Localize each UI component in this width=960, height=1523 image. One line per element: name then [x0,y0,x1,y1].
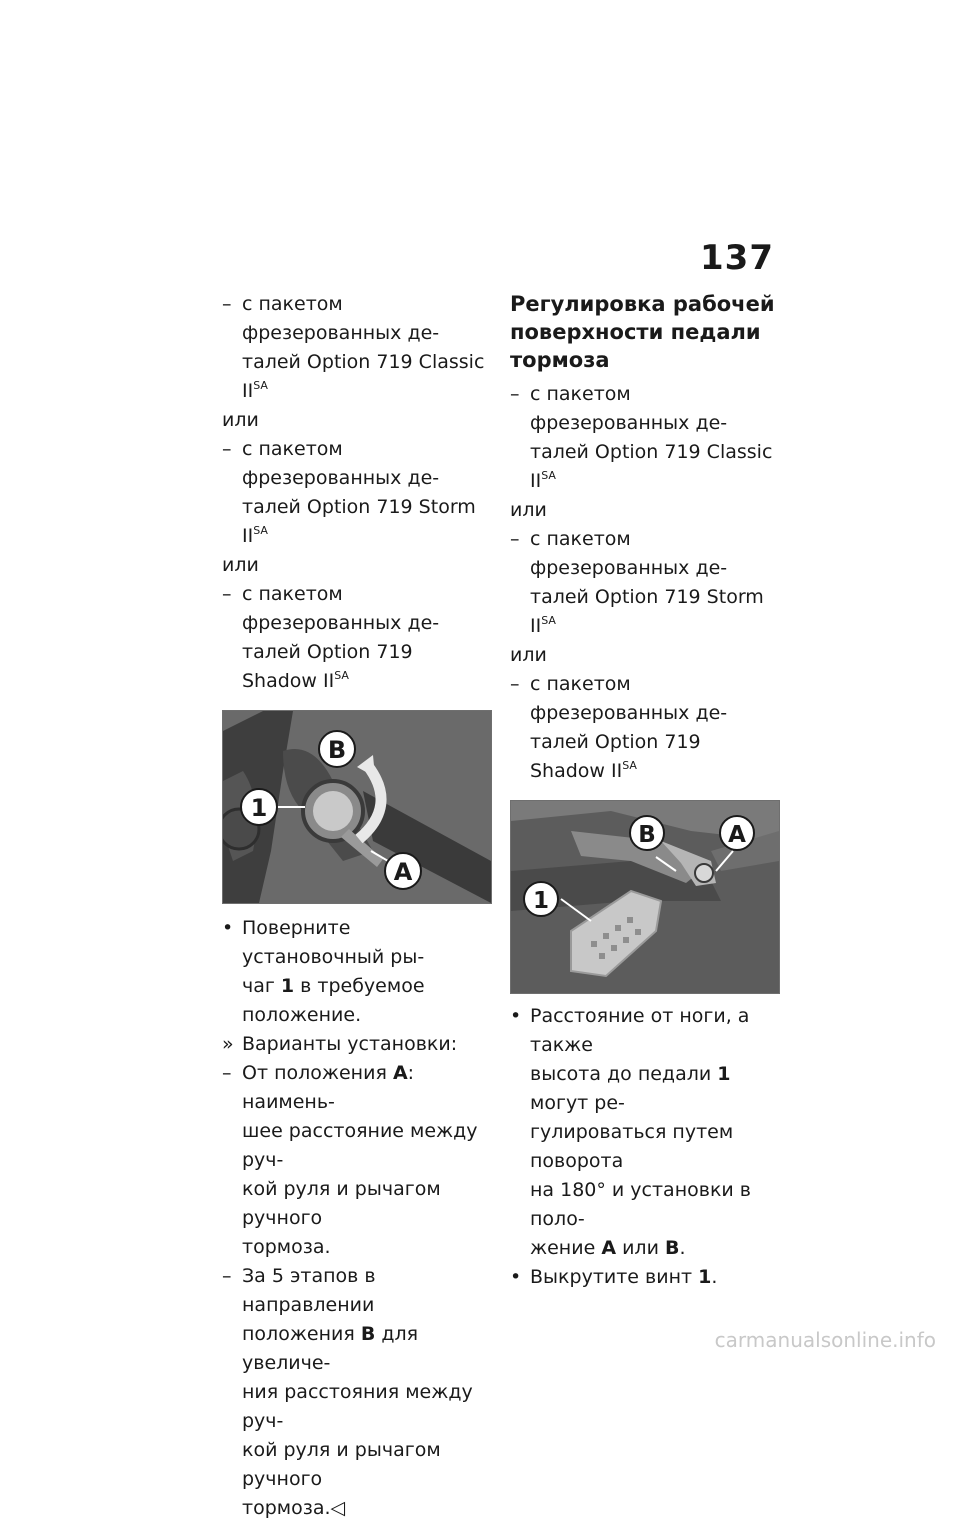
step-text: положения [242,1323,361,1345]
heading-line: поверхности педали [510,320,761,344]
or-label: или [222,409,259,431]
result-mark: » [222,1033,234,1055]
ref-bold: 1 [280,975,295,997]
dash-mark: – [510,673,520,695]
variant-position-b [222,1262,492,1523]
dash-mark: – [222,583,232,605]
dash-mark: – [510,383,520,405]
sa-superscript: SA [541,469,556,482]
option-line: талей Option 719 Classic II [530,441,773,492]
brake-lever-figure [222,710,492,904]
dash-mark: – [222,1062,232,1084]
option-shadow [510,670,780,786]
sa-superscript: SA [253,379,268,392]
step-line: гулироваться путем поворота [530,1121,734,1172]
step-line: Поверните установочный ры- [242,917,425,968]
step-line: За 5 этапов в направлении [242,1265,376,1316]
sa-superscript: SA [253,524,268,537]
option-classic [222,290,492,406]
or-label: или [510,499,547,521]
watermark-footer: carmanualsonline.info [714,1328,936,1352]
option-line: талей Option 719 Storm II [530,586,764,637]
step-line: кой руля и рычагом ручного [242,1439,441,1490]
option-line: талей Option 719 Classic II [242,351,485,402]
option-shadow [222,580,492,696]
brake-lever-illustration [223,711,491,903]
ref-bold: B [664,1237,680,1259]
option-line: талей Option 719 Storm II [242,496,476,547]
step-text: или [616,1237,665,1259]
dash-mark: – [222,438,232,460]
step-text: тормоза. [242,1497,331,1519]
heading-line: тормоза [510,348,610,372]
variant-position-a [222,1059,492,1262]
step-text: . [679,1237,686,1259]
option-line: с пакетом фрезерованных де- [530,383,728,434]
bullet-mark: • [510,1005,522,1027]
option-line: с пакетом фрезерованных де- [242,293,440,344]
option-classic [510,380,780,496]
step-text: жение [530,1237,602,1259]
option-line: с пакетом фрезерованных де- [530,673,728,724]
or-label: или [510,644,547,666]
label-a: A [393,858,413,886]
ref-bold: 1 [698,1266,712,1288]
step-text: чаг [242,975,281,997]
page-number: 137 [700,238,774,278]
variants-heading [222,1030,492,1059]
step-text: : наимень- [242,1062,415,1113]
step-distance [510,1002,780,1263]
step-turn-lever [222,914,492,1030]
dash-mark: – [222,293,232,315]
step-text: От положения [242,1062,393,1084]
step-text: могут ре- [530,1092,625,1114]
step-line: шее расстояние между руч- [242,1120,478,1171]
option-line: с пакетом фрезерованных де- [242,583,440,634]
step-text: для увеличе- [242,1323,419,1374]
ref-bold: A [601,1237,617,1259]
step-line: Расстояние от ноги, а также [530,1005,750,1056]
step-text: высота до педали [530,1063,718,1085]
label-b: B [327,736,347,764]
option-storm [222,435,492,551]
section-heading [510,290,780,374]
ref-bold: 1 [717,1063,731,1085]
brake-pedal-figure [510,800,780,994]
step-line: тормоза. [242,1236,331,1258]
dash-mark: – [510,528,520,550]
step-text: Выкрутите винт [530,1266,699,1288]
sa-superscript: SA [622,759,637,772]
step-line: ния расстояния между руч- [242,1381,473,1432]
brake-pedal-illustration [511,801,779,993]
step-line: кой руля и рычагом ручного [242,1178,441,1229]
end-marker-icon: ◁ [330,1497,346,1519]
option-line: талей Option 719 Shadow II [530,731,701,782]
bullet-mark: • [510,1266,522,1288]
option-line: талей Option 719 Shadow II [242,641,413,692]
bullet-mark: • [222,917,234,939]
or-label: или [222,554,259,576]
step-unscrew [510,1263,780,1292]
option-line: с пакетом фрезерованных де- [530,528,728,579]
step-text: . [711,1266,718,1288]
label-one: 1 [532,888,550,914]
sa-superscript: SA [541,614,556,627]
left-column [222,290,492,1523]
right-column [510,290,780,1292]
step-line: Варианты установки: [242,1033,458,1055]
label-b: B [638,822,656,848]
label-a: A [728,822,746,848]
label-one: 1 [250,794,268,822]
dash-mark: – [222,1265,232,1287]
option-line: с пакетом фрезерованных де- [242,438,440,489]
heading-line: Регулировка рабочей [510,292,775,316]
step-line: на 180° и установки в поло- [530,1179,752,1230]
sa-superscript: SA [334,669,349,682]
step-text: в требуемое положение. [242,975,425,1026]
ref-bold: A [392,1062,408,1084]
option-storm [510,525,780,641]
ref-bold: B [360,1323,376,1345]
